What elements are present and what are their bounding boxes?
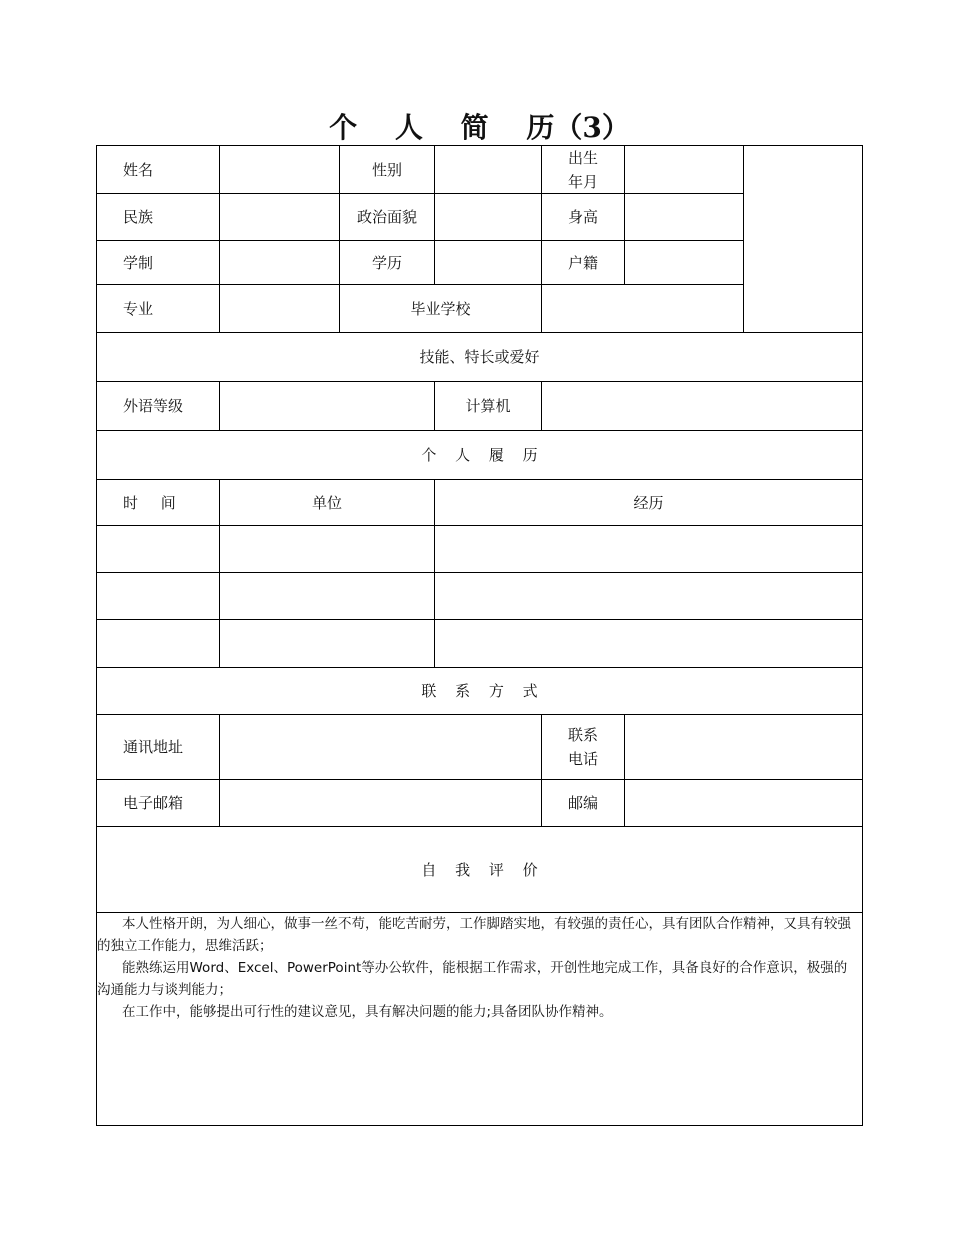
history-row-3-experience[interactable] [435, 620, 862, 667]
political-label: 政治面貌 [356, 208, 417, 226]
phone-label-line1: 联系 [568, 726, 599, 744]
history-col-experience: 经历 [633, 493, 664, 512]
postcode-label: 邮编 [568, 794, 599, 812]
birth-label [542, 146, 624, 193]
history-row-2-time[interactable] [97, 573, 219, 619]
self-eval-section-title: 自 我 评 价 [421, 860, 538, 879]
language-field[interactable] [220, 382, 434, 430]
birth-field[interactable] [625, 146, 743, 193]
ethnicity-field[interactable] [220, 194, 339, 240]
photo-area[interactable] [744, 146, 862, 332]
major-label: 专业 [123, 299, 154, 318]
computer-field[interactable] [542, 382, 862, 430]
self-eval-paragraph-3: 在工作中，能够提出可行性的建议意见，具有解决问题的能力;具备团队协作精神。 [122, 1004, 613, 1020]
ethnicity-label: 民族 [123, 208, 154, 226]
schooling-field[interactable] [220, 241, 339, 284]
history-row-3-time[interactable] [97, 620, 219, 667]
school-field[interactable] [542, 285, 743, 332]
gender-label: 性别 [371, 160, 402, 179]
major-field[interactable] [220, 285, 339, 332]
hukou-label: 户籍 [568, 253, 599, 272]
history-row-1-time[interactable] [97, 526, 219, 572]
history-row-2-experience[interactable] [435, 573, 862, 619]
birth-label-line1: 出生 [568, 148, 599, 167]
email-field[interactable] [220, 780, 541, 826]
history-row-1-unit[interactable] [220, 526, 434, 572]
phone-label-line2: 电话 [568, 750, 599, 768]
name-field[interactable] [220, 146, 339, 193]
page-title: 个 人 简 历（3） [329, 111, 630, 144]
history-row-2-unit[interactable] [220, 573, 434, 619]
name-label: 姓名 [123, 160, 154, 179]
skills-section-title: 技能、特长或爱好 [419, 348, 540, 366]
degree-label: 学历 [371, 253, 402, 272]
contact-section-title: 联 系 方 式 [421, 682, 538, 700]
self-eval-paragraph-1: 本人性格开朗，为人细心，做事一丝不苟，能吃苦耐劳，工作脚踏实地，有较强的责任心，具有团队合作精神，又具有较强的独立工作能力，思维活跃； [97, 916, 851, 954]
address-label: 通讯地址 [123, 738, 184, 756]
self-eval-paragraph-2: 能熟练运用Word、Excel、PowerPoint等办公软件，能根据工作需求，开创性地完成工作，具备良好的合作意识，极强的沟通能力与谈判能力； [97, 960, 848, 998]
height-field[interactable] [625, 194, 743, 240]
height-label: 身高 [568, 208, 599, 226]
self-eval-text[interactable] [97, 913, 859, 1023]
computer-label: 计算机 [465, 397, 511, 415]
schooling-label: 学制 [123, 253, 154, 272]
phone-label [542, 715, 624, 779]
history-row-1-experience[interactable] [435, 526, 862, 572]
history-section-title: 个 人 履 历 [421, 446, 538, 464]
gender-field[interactable] [435, 146, 541, 193]
hukou-field[interactable] [625, 241, 743, 284]
language-label: 外语等级 [123, 397, 184, 415]
school-label: 毕业学校 [410, 299, 471, 318]
phone-field[interactable] [625, 715, 862, 779]
political-field[interactable] [435, 194, 541, 240]
degree-field[interactable] [435, 241, 541, 284]
history-col-time: 时 间 [123, 493, 176, 512]
history-row-3-unit[interactable] [220, 620, 434, 667]
history-col-unit: 单位 [311, 493, 342, 512]
birth-label-line2: 年月 [568, 172, 599, 191]
email-label: 电子邮箱 [123, 794, 184, 812]
address-field[interactable] [220, 715, 541, 779]
postcode-field[interactable] [625, 780, 862, 826]
